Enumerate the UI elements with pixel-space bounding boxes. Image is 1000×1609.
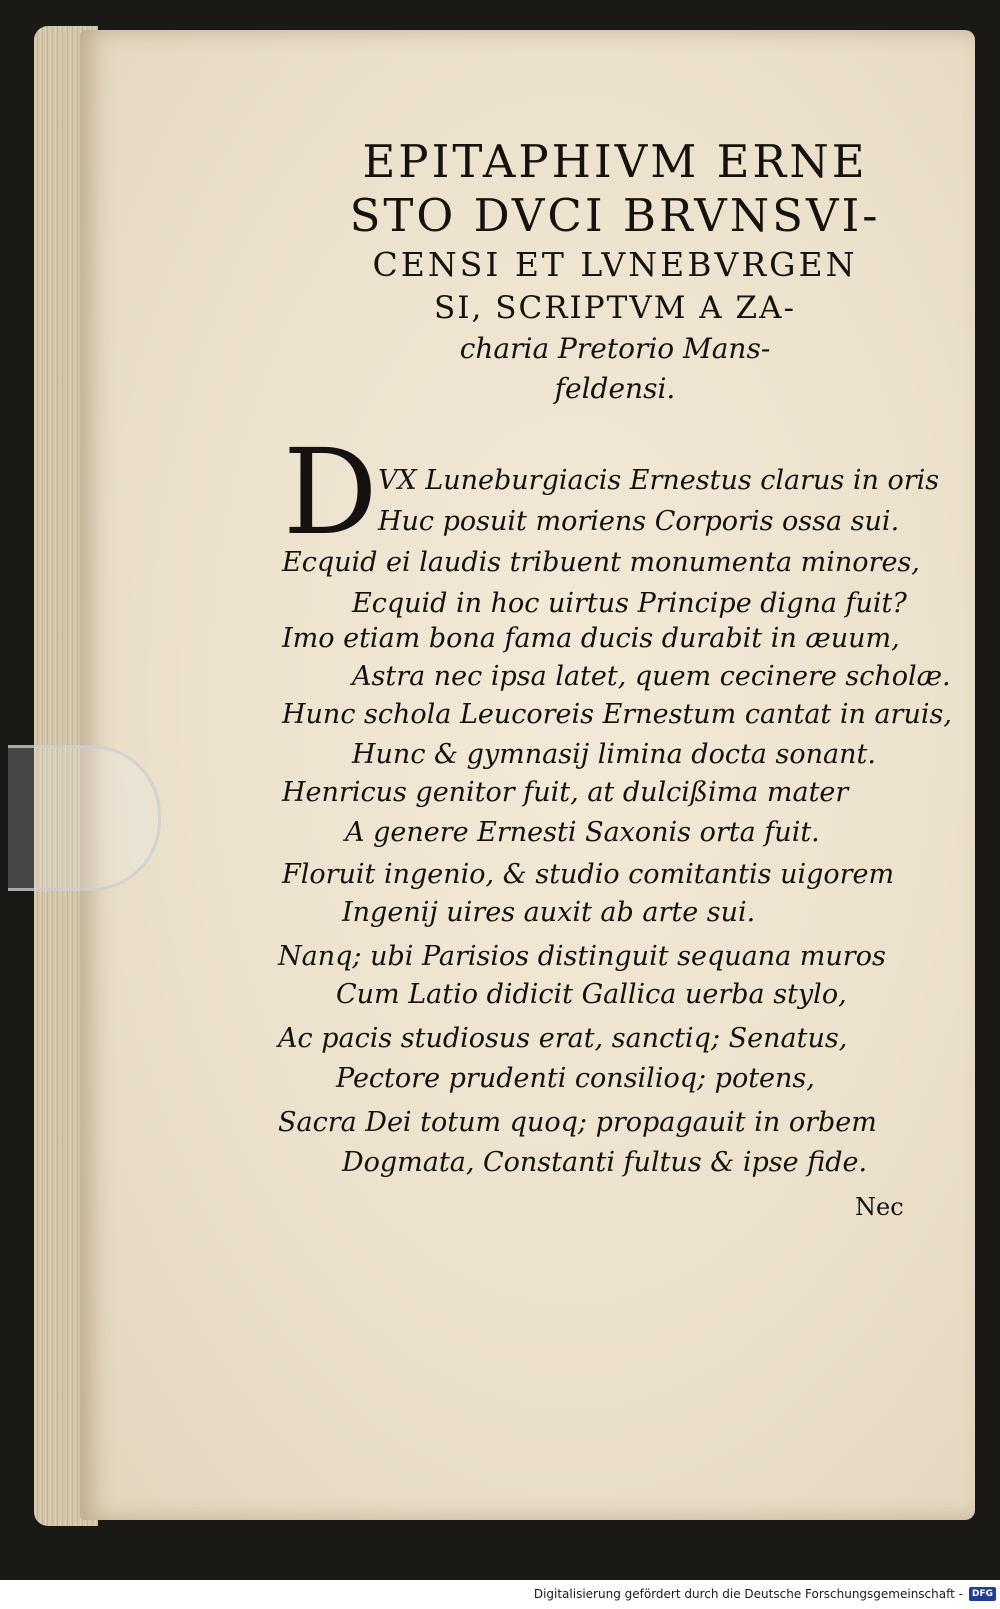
verse-line: VX Luneburgiacis Ernestus clarus in oris — [378, 465, 940, 496]
verse-line: Ac pacis studiosus erat, sanctiq; Senatus, — [278, 1023, 848, 1054]
verse-line: Dogmata, Constanti fultus & ipse fide. — [342, 1147, 868, 1178]
verse-line: Imo etiam bona fama ducis durabit in æuum, — [282, 623, 900, 654]
title-line-4: SI, SCRIPTVM A ZA- — [434, 290, 796, 326]
footer-text: Digitalisierung gefördert durch die Deutsche Forschungsgemeinschaft - — [533, 1587, 963, 1601]
verse-line: Pectore prudenti consilioq; potens, — [336, 1063, 815, 1094]
verse-line: Sacra Dei totum quoq; propagauit in orbem — [278, 1107, 877, 1138]
verse-line: Nanq; ubi Parisios distinguit sequana muros — [278, 941, 886, 972]
page-holder-clip — [8, 745, 161, 891]
verse-line: Astra nec ipsa latet, quem cecinere scholæ. — [352, 661, 951, 692]
title-line-1: EPITAPHIVM ERNE — [362, 135, 868, 188]
verse-line: Ecquid ei laudis tribuent monumenta minores, — [282, 547, 920, 578]
catchword: Nec — [855, 1193, 904, 1221]
verse-line: Huc posuit moriens Corporis ossa sui. — [378, 506, 900, 537]
verse-line: Floruit ingenio, & studio comitantis uigorem — [282, 859, 895, 890]
verse-line: Henricus genitor fuit, at dulcißima mater — [282, 777, 849, 808]
title-line-5: charia Pretorio Mans- — [459, 332, 771, 365]
verse-line: Hunc & gymnasij limina docta sonant. — [352, 739, 876, 770]
verse-line: Ecquid in hoc uirtus Principe digna fuit? — [352, 588, 907, 619]
title-line-6: feldensi. — [554, 372, 676, 405]
verse-line: A genere Ernesti Saxonis orta fuit. — [345, 817, 820, 848]
verse-line: Ingenij uires auxit ab arte sui. — [342, 897, 756, 928]
verse-line: Cum Latio didicit Gallica uerba stylo, — [336, 979, 847, 1010]
dfg-logo: DFG — [969, 1587, 996, 1601]
title-line-2: STO DVCI BRVNSVI- — [349, 189, 881, 242]
drop-cap: D — [283, 423, 378, 561]
verse-line: Hunc schola Leucoreis Ernestum cantat in aruis, — [282, 699, 952, 730]
epitaph-title — [290, 135, 940, 409]
footer — [534, 1583, 996, 1605]
title-line-3: CENSI ET LVNEBVRGEN — [372, 245, 858, 284]
